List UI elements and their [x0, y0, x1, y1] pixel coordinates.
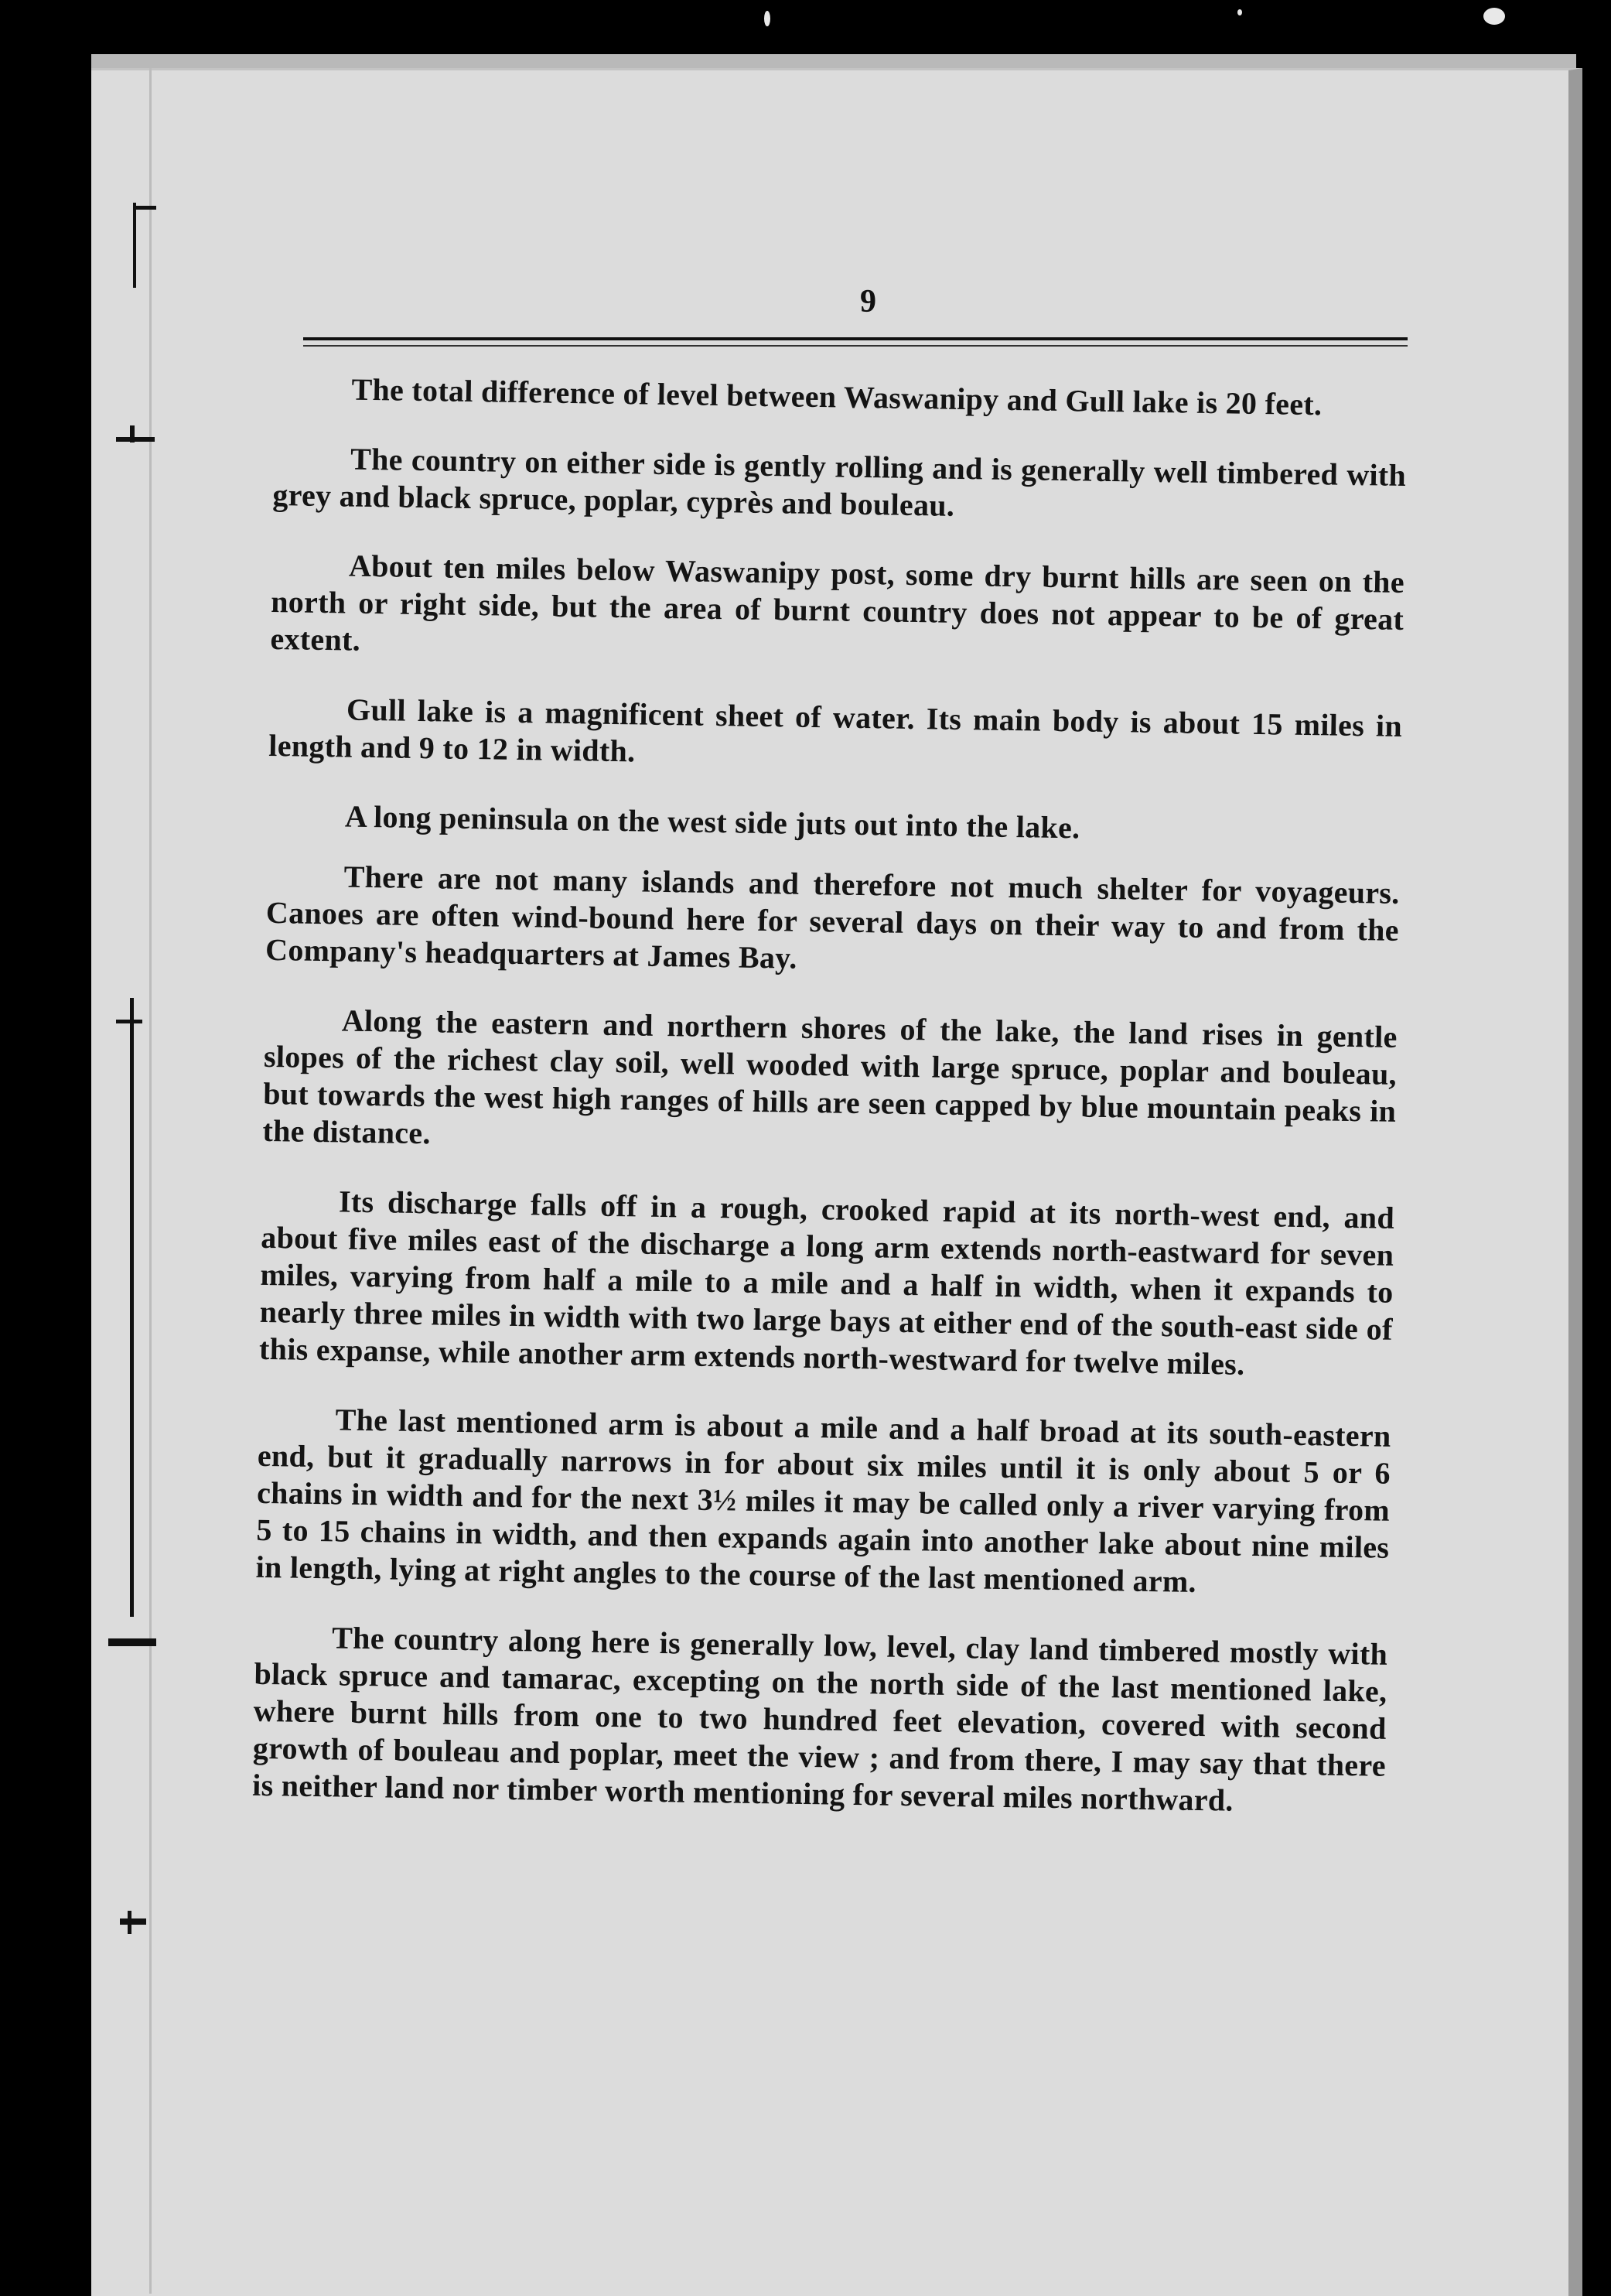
binding-stitch-mark [130, 425, 135, 442]
paragraph: Its discharge falls off in a rough, crooked rapid at its north-west end, and about five miles east of the discharge a long arm extends north-eastward for seven miles, varying from half a mile to a mile and a half in width, when it expands to nearly three miles in width with two large bays at either end of the south-east side of this expanse, while another arm extends north-westward for twelve miles. [258, 1184, 1395, 1382]
binding-stitch [130, 998, 134, 1617]
paragraph: Along the eastern and northern shores of the lake, the land rises in gentle slopes of the richest clay soil, well wooded with large spruce, poplar and bouleau, but towards the west high ranges of hills are seen capped by blue mountain peaks in the distance. [262, 1003, 1398, 1151]
binding-stitch-mark [116, 437, 155, 442]
binding-stitch-mark [120, 1918, 146, 1925]
scan-speck [1237, 9, 1242, 15]
header-rule [303, 337, 1408, 340]
paragraph: About ten miles below Waswanipy post, some dry burnt hills are seen on the north or right side, but the area of burnt country does not appear to be of great extent. [270, 548, 1405, 658]
paragraph: Gull lake is a magnificent sheet of water. Its main body is about 15 miles in length and 9 to 12 in width. [268, 692, 1403, 769]
paragraph: The total difference of level between Waswanipy and Gull lake is 20 feet. [351, 371, 1323, 422]
binding-stitch-mark [108, 1638, 156, 1646]
paragraph: A long peninsula on the west side juts out into the lake. [344, 798, 1080, 846]
scan-speck [764, 11, 770, 26]
paragraph: There are not many islands and therefore not much shelter for voyageurs. Canoes are often wind-bound here for several days on their way to and from the Company's headquarters at James Bay. [265, 859, 1400, 975]
body-text [251, 370, 1408, 1854]
paragraph: The country along here is generally low, level, clay land timbered mostly with black spruce and tamarac, excepting on the north side of the last mentioned lake, where burnt hills from one to two hundred feet elevation, covered with second growth of bouleau and poplar, meet the view ; and from there, I may say that there is neither land nor timber worth mentioning for several miles northward. [251, 1620, 1388, 1818]
binding-stitch-tick [116, 1020, 142, 1023]
header-rule-thin [303, 345, 1408, 347]
page-number: 9 [860, 284, 876, 319]
binding-stitch [133, 203, 136, 288]
binding-stitch-tick [133, 206, 156, 210]
paragraph: The country on either side is gently rolling and is generally well timbered with grey and black spruce, poplar, cyprès and bouleau. [272, 441, 1407, 523]
scan-speck [1483, 8, 1505, 25]
binding-fold [149, 68, 152, 2294]
paragraph: The last mentioned arm is about a mile and a half broad at its south-eastern end, but it gradually narrows in for about six miles until it is only about 5 or 6 chains in width and for the next 3½ miles it may be called only a river varying from 5 to 15 chains in width, and then expands again into another lake about nine miles in length, lying at right angles to the course of the last mentioned arm. [255, 1402, 1391, 1599]
binding-stitch-mark [128, 1911, 131, 1934]
